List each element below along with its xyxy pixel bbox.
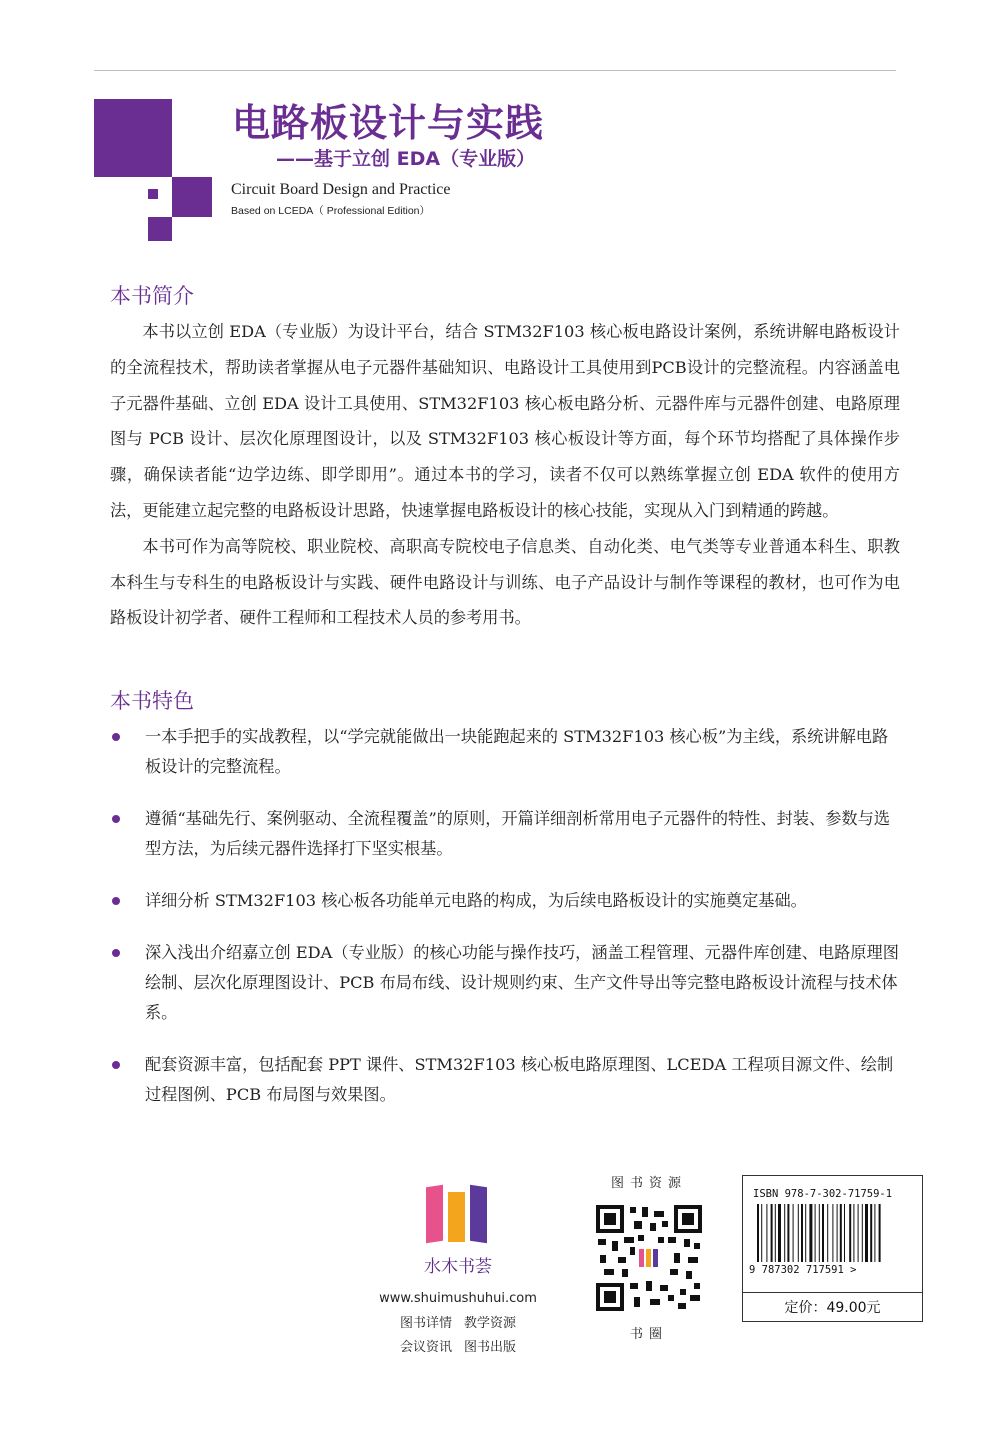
feature-item: 深入浅出介绍嘉立创 EDA（专业版）的核心功能与操作技巧，涵盖工程管理、元器件库创建、电路原理图绘制、层次化原理图设计、PCB 布局布线、设计规则约束、生产文件导出等完整电路板设计流程与技术体系。 bbox=[110, 938, 900, 1028]
barcode-bar bbox=[879, 1204, 881, 1262]
barcode-bar bbox=[849, 1204, 851, 1262]
qr-block bbox=[584, 1172, 714, 1342]
barcode-bar bbox=[771, 1204, 773, 1262]
barcode-bar bbox=[862, 1204, 863, 1262]
isbn-block bbox=[742, 1175, 923, 1322]
barcode-bar bbox=[801, 1204, 803, 1262]
publisher-website[interactable]: www.shuimushuhui.com bbox=[379, 1291, 537, 1306]
bullet-icon bbox=[112, 897, 120, 905]
english-title: Circuit Board Design and Practice bbox=[231, 181, 451, 198]
barcode-bar bbox=[827, 1204, 828, 1262]
barcode-bar bbox=[870, 1204, 872, 1262]
barcode-bar bbox=[787, 1204, 789, 1262]
isbn-number: ISBN 978-7-302-71759-1 bbox=[753, 1188, 893, 1200]
publisher-block bbox=[372, 1172, 544, 1360]
barcode-bar bbox=[809, 1204, 812, 1262]
bullet-icon bbox=[112, 949, 120, 957]
barcode-bar bbox=[805, 1204, 806, 1262]
barcode-bar bbox=[793, 1204, 794, 1262]
bullet-icon bbox=[112, 733, 120, 741]
bullet-icon bbox=[112, 1061, 120, 1069]
english-subtitle: Based on LCEDA（ Professional Edition） bbox=[231, 205, 431, 217]
barcode-bar bbox=[858, 1204, 859, 1262]
publisher-links bbox=[372, 1312, 544, 1360]
barcode-bar bbox=[822, 1204, 824, 1262]
barcode-bar bbox=[844, 1204, 845, 1262]
barcode-bar bbox=[798, 1204, 799, 1262]
link-teaching-resources[interactable]: 教学资源 bbox=[464, 1316, 517, 1331]
book-subtitle: ——基于立创 EDA（专业版） bbox=[276, 148, 536, 170]
barcode-bar bbox=[775, 1204, 776, 1262]
link-conference-news[interactable]: 会议资讯 bbox=[399, 1340, 452, 1355]
intro-paragraph-2: 本书可作为高等院校、职业院校、高职高专院校电子信息类、自动化类、电气类等专业普通本科生、职教本科生与专科生的电路板设计与实践、硬件电路设计与训练、电子产品设计与制作等课程的教材，也可作为电路板设计初学者、硬件工程师和工程技术人员的参考用书。 bbox=[110, 536, 900, 628]
publisher-name: 水木书荟 bbox=[424, 1257, 492, 1277]
feature-item: 遵循“基础先行、案例驱动、全流程覆盖”的原则，开篇详细剖析常用电子元器件的特性、封装、参数与选型方法，为后续元器件选择打下坚实根基。 bbox=[110, 804, 900, 864]
barcode-bar bbox=[832, 1204, 833, 1262]
barcode-icon bbox=[757, 1204, 907, 1262]
barcode-bar bbox=[840, 1204, 842, 1262]
isbn-digits: 9 787302 717591 > bbox=[749, 1264, 857, 1276]
qr-top-label: 图书资源 bbox=[610, 1176, 687, 1191]
features-list bbox=[110, 722, 900, 1132]
price-divider bbox=[743, 1292, 922, 1293]
intro-paragraph-1: 本书以立创 EDA（专业版）为设计平台，结合 STM32F103 核心板电路设计案例，系统讲解电路板设计的全流程技术，帮助读者掌握从电子元器件基础知识、电路设计工具使用到PCB设计的完整流程。内容涵盖电子元器件基础、立创 EDA 设计工具使用、STM32F103 核心板电路分析、元器件库与元器件创建、电路原理图与 PCB 设计、层次化原理图设计，以及 STM32F103 核心板设计等方面，每个环节均搭配了具体操作步骤，确保读者能“边学边练、即学即用”。通过本书的学习，读者不仅可以熟练掌握立创 EDA 软件的使用方法，更能建立起完整的电路板设计思路，快速掌握电路板设计的核心技能，实现从入门到精通的跨越。 bbox=[110, 322, 900, 520]
feature-item: 详细分析 STM32F103 核心板各功能单元电路的构成，为后续电路板设计的实施奠定基础。 bbox=[110, 886, 900, 916]
publisher-logo-icon bbox=[426, 1180, 490, 1242]
feature-item: 一本手把手的实战教程，以“学完就能做出一块能跑起来的 STM32F103 核心板”为主线，系统讲解电路板设计的完整流程。 bbox=[110, 722, 900, 782]
barcode-bar bbox=[853, 1204, 854, 1262]
link-book-publishing[interactable]: 图书出版 bbox=[464, 1340, 517, 1355]
intro-body bbox=[110, 314, 900, 636]
barcode-bar bbox=[865, 1204, 868, 1262]
features-heading: 本书特色 bbox=[110, 689, 194, 713]
top-rule bbox=[94, 70, 896, 71]
barcode-bar bbox=[784, 1204, 785, 1262]
qr-code-icon[interactable] bbox=[594, 1203, 704, 1313]
barcode-bar bbox=[761, 1204, 762, 1262]
bullet-icon bbox=[112, 815, 120, 823]
barcode-bar bbox=[874, 1204, 875, 1262]
barcode-bar bbox=[778, 1204, 781, 1262]
intro-heading: 本书简介 bbox=[110, 284, 194, 308]
barcode-bar bbox=[837, 1204, 838, 1262]
barcode-bar bbox=[815, 1204, 816, 1262]
book-price: 定价：49.00元 bbox=[784, 1300, 881, 1316]
barcode-bar bbox=[757, 1204, 759, 1262]
link-book-details[interactable]: 图书详情 bbox=[399, 1316, 452, 1331]
barcode-bar bbox=[819, 1204, 820, 1262]
barcode-bar bbox=[766, 1204, 767, 1262]
feature-item: 配套资源丰富，包括配套 PPT 课件、STM32F103 核心板电路原理图、LCEDA 工程项目源文件、绘制过程图例、PCB 布局图与效果图。 bbox=[110, 1050, 900, 1110]
qr-bottom-label: 书圈 bbox=[629, 1327, 668, 1342]
book-title: 电路板设计与实践 bbox=[232, 100, 545, 145]
